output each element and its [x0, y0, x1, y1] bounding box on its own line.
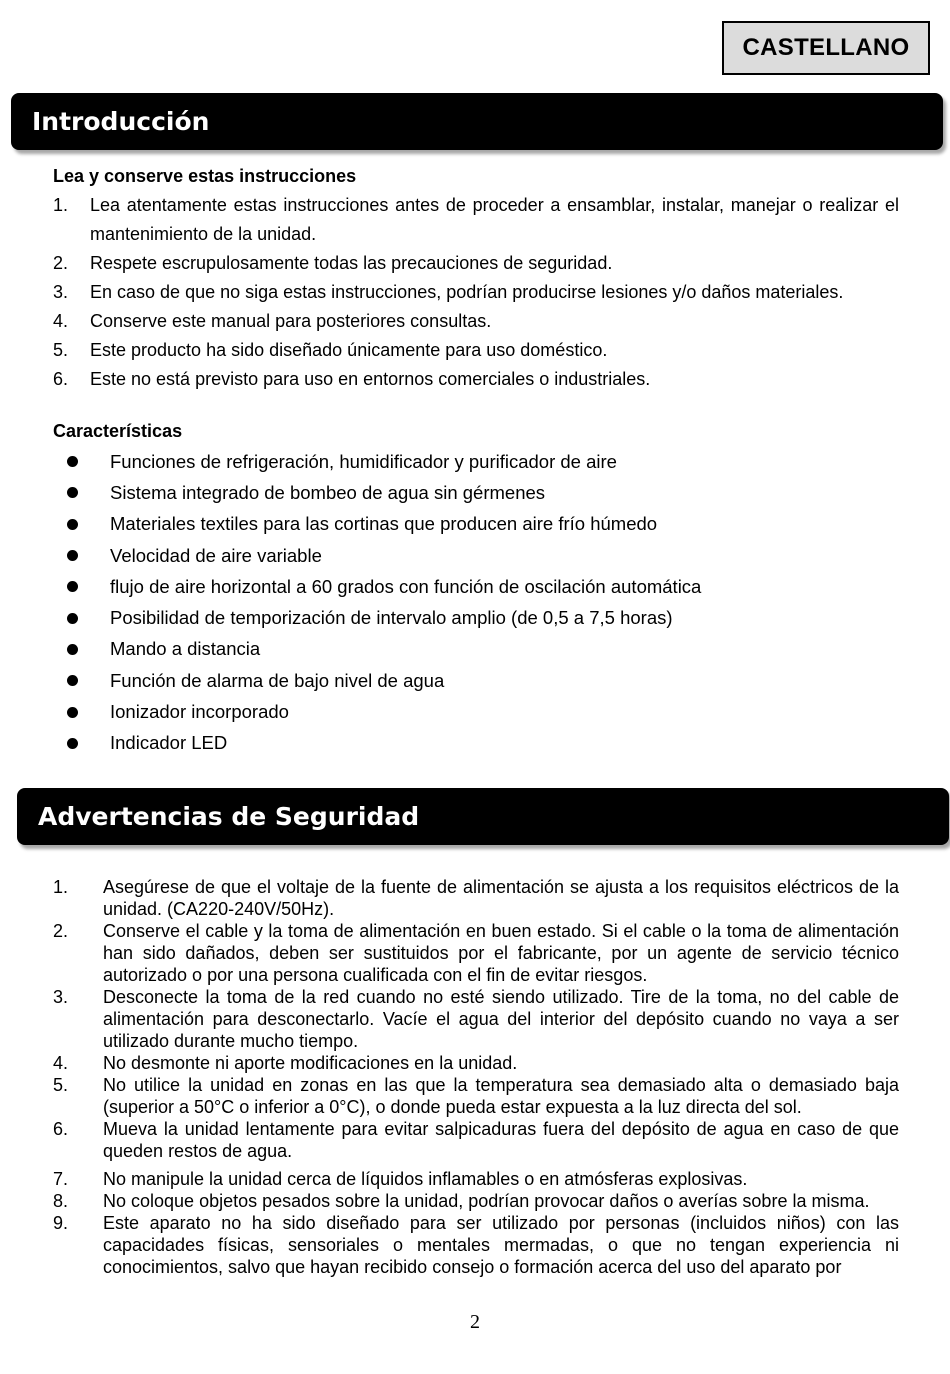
item-number: 9. — [53, 1213, 69, 1233]
list-item — [53, 1190, 899, 1212]
safety-list — [53, 876, 899, 1278]
bullet-icon — [67, 550, 78, 561]
instructions-list — [53, 191, 899, 394]
features-heading: Características — [53, 421, 183, 441]
item-number: 2. — [53, 253, 69, 273]
feature-text: Función de alarma de bajo nivel de agua — [110, 669, 445, 691]
list-item — [53, 696, 899, 727]
item-number: 1. — [53, 195, 69, 215]
bullet-icon — [67, 487, 78, 498]
feature-text: Indicador LED — [110, 732, 228, 754]
feature-text: Funciones de refrigeración, humidificador y purificador de aire — [110, 450, 617, 472]
list-item — [53, 1118, 899, 1162]
item-text: Conserve el cable y la toma de alimentación en buen estado. Si el cable o la toma de alimentación han sido dañados, deben ser sustituidos por el fabricante, por un agente de servicio técnico autorizado o por una persona cualificada con el fin de evitar riesgos. — [103, 921, 899, 985]
feature-text: Posibilidad de temporización de intervalo amplio (de 0,5 a 7,5 horas) — [110, 607, 673, 629]
feature-text: flujo de aire horizontal a 60 grados con función de oscilación automática — [110, 575, 702, 597]
section-title-introduction: Introducción — [32, 107, 210, 136]
list-item — [53, 540, 899, 571]
item-text: No desmonte ni aporte modificaciones en la unidad. — [103, 1053, 518, 1073]
item-number: 6. — [53, 1119, 69, 1139]
features-list — [53, 446, 899, 759]
item-number: 4. — [53, 1053, 69, 1073]
item-text: No utilice la unidad en zonas en las que la temperatura sea demasiado alta o demasiado baja (superior a 50°C o inferior a 0°C), o donde pueda estar expuesta a la luz directa del sol. — [103, 1075, 899, 1117]
item-text: No coloque objetos pesados sobre la unidad, podrían provocar daños o averías sobre la misma. — [103, 1191, 870, 1211]
feature-text: Velocidad de aire variable — [110, 544, 322, 566]
page-number: 2 — [470, 1311, 480, 1333]
item-text: Mueva la unidad lentamente para evitar salpicaduras fuera del depósito de agua en caso de que queden restos de agua. — [103, 1119, 899, 1161]
item-number: 5. — [53, 340, 69, 360]
feature-text: Mando a distancia — [110, 638, 261, 660]
list-item — [53, 307, 899, 336]
list-item — [53, 365, 899, 394]
section-header-introduction — [11, 93, 943, 150]
bullet-icon — [67, 738, 78, 749]
item-text: Este producto ha sido diseñado únicamente para uso doméstico. — [90, 340, 608, 360]
bullet-icon — [67, 519, 78, 530]
item-number: 7. — [53, 1169, 69, 1189]
item-number: 2. — [53, 921, 69, 941]
section-title-safety: Advertencias de Seguridad — [38, 802, 420, 831]
list-item — [53, 602, 899, 633]
bullet-icon — [67, 456, 78, 467]
list-item — [53, 249, 899, 278]
list-item — [53, 986, 899, 1052]
bullet-icon — [67, 581, 78, 592]
section-header-safety — [17, 788, 949, 845]
list-item — [53, 477, 899, 508]
list-item — [53, 446, 899, 477]
item-text: Conserve este manual para posteriores consultas. — [90, 311, 492, 331]
item-number: 6. — [53, 369, 69, 389]
bullet-icon — [67, 707, 78, 718]
list-item — [53, 665, 899, 696]
item-text: En caso de que no siga estas instrucciones, podrían producirse lesiones y/o daños materiales. — [90, 282, 844, 302]
list-item — [53, 920, 899, 986]
feature-text: Ionizador incorporado — [110, 701, 289, 723]
item-text: Respete escrupulosamente todas las precauciones de seguridad. — [90, 253, 613, 273]
item-number: 3. — [53, 987, 69, 1007]
item-text: No manipule la unidad cerca de líquidos inflamables o en atmósferas explosivas. — [103, 1169, 748, 1189]
list-item — [53, 1168, 899, 1190]
item-number: 5. — [53, 1075, 69, 1095]
item-text: Lea atentamente estas instrucciones antes de proceder a ensamblar, instalar, manejar o realizar el mantenimiento de la unidad. — [90, 195, 899, 244]
item-text: Asegúrese de que el voltaje de la fuente de alimentación se ajusta a los requisitos eléctricos de la unidad. (CA220-240V/50Hz). — [103, 877, 899, 919]
language-label: CASTELLANO — [722, 21, 930, 75]
list-item — [53, 509, 899, 540]
instructions-heading: Lea y conserve estas instrucciones — [53, 166, 357, 186]
feature-text: Sistema integrado de bombeo de agua sin gérmenes — [110, 481, 546, 503]
list-item — [53, 876, 899, 920]
item-number: 1. — [53, 877, 69, 897]
list-item — [53, 634, 899, 665]
item-number: 4. — [53, 311, 69, 331]
item-number: 3. — [53, 282, 69, 302]
item-text: Este aparato no ha sido diseñado para ser utilizado por personas (incluidos niños) con las capacidades físicas, sensoriales o mentales mermadas, o que no tengan experiencia ni conocimientos, salvo que hayan recibido consejo o formación acerca del uso del aparato por — [103, 1213, 899, 1277]
list-item — [53, 728, 899, 759]
feature-text: Materiales textiles para las cortinas que producen aire frío húmedo — [110, 513, 658, 535]
list-item — [53, 336, 899, 365]
bullet-icon — [67, 644, 78, 655]
item-number: 8. — [53, 1191, 69, 1211]
list-item — [53, 1074, 899, 1118]
list-item — [53, 1052, 899, 1074]
bullet-icon — [67, 675, 78, 686]
item-text: Desconecte la toma de la red cuando no esté siendo utilizado. Tire de la toma, no del cable de alimentación para desconectarlo. Vacíe el agua del interior del depósito cuando no vaya a ser utilizado durante mucho tiempo. — [103, 987, 899, 1051]
item-text: Este no está previsto para uso en entornos comerciales o industriales. — [90, 369, 651, 389]
list-item — [53, 571, 899, 602]
list-item — [53, 191, 899, 249]
list-item — [53, 278, 899, 307]
list-item — [53, 1212, 899, 1278]
bullet-icon — [67, 613, 78, 624]
